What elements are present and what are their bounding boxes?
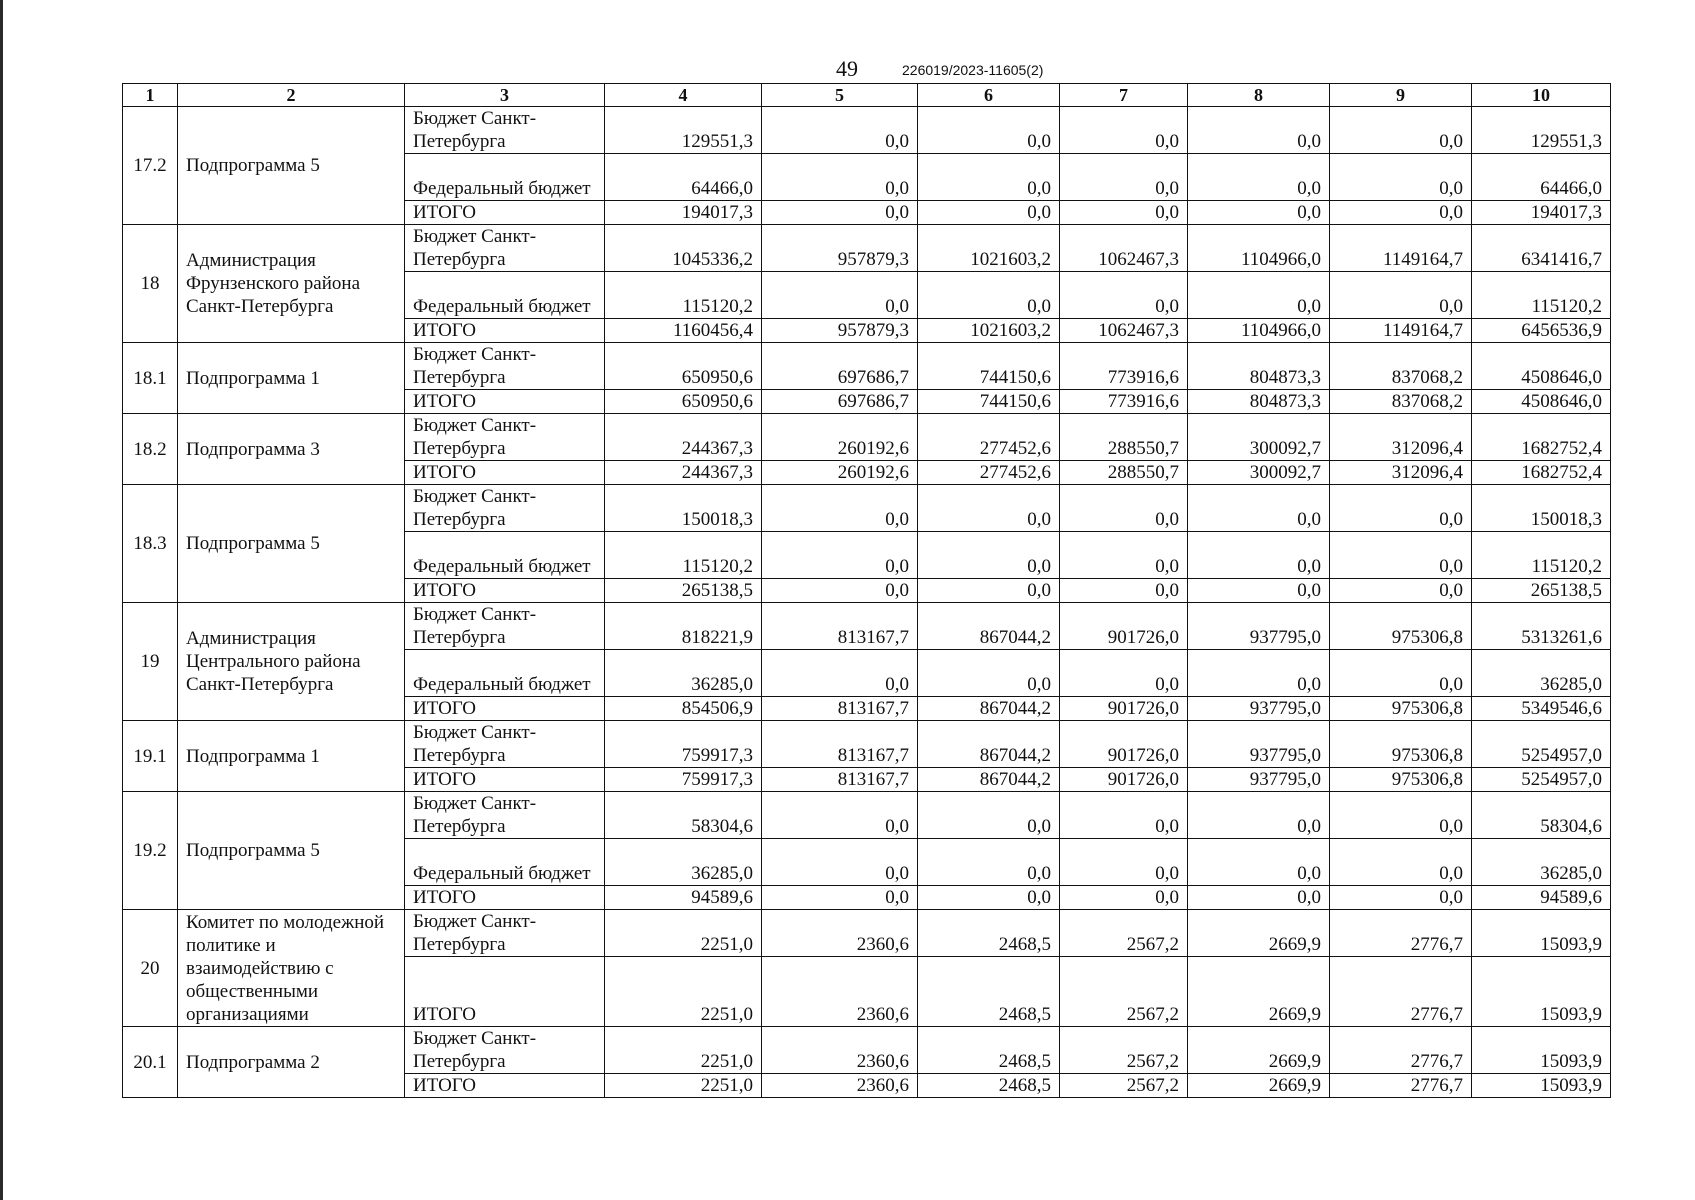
row-name: Комитет по молодежной политике и взаимодействию с общественными организациями	[178, 910, 405, 1027]
table-row	[123, 414, 1611, 461]
amount-cell: 0,0	[1330, 886, 1472, 910]
amount-cell: 265138,5	[605, 579, 762, 603]
amount-cell: 277452,6	[918, 461, 1060, 485]
amount-cell: 804873,3	[1188, 390, 1330, 414]
amount-cell: 1021603,2	[918, 225, 1060, 272]
funding-source-label: Бюджет Санкт-Петербурга	[405, 1027, 605, 1074]
amount-cell: 759917,3	[605, 721, 762, 768]
amount-cell: 0,0	[1330, 272, 1472, 319]
row-name: Подпрограмма 2	[178, 1027, 405, 1098]
row-code: 17.2	[123, 107, 178, 225]
amount-cell: 0,0	[1330, 650, 1472, 697]
amount-cell: 975306,8	[1330, 768, 1472, 792]
amount-cell: 0,0	[1060, 485, 1188, 532]
amount-cell: 1045336,2	[605, 225, 762, 272]
amount-cell: 2468,5	[918, 957, 1060, 1027]
amount-cell: 854506,9	[605, 697, 762, 721]
page-number: 49	[836, 56, 858, 81]
amount-cell: 773916,6	[1060, 390, 1188, 414]
funding-source-label: ИТОГО	[405, 697, 605, 721]
amount-cell: 129551,3	[1472, 107, 1611, 154]
amount-cell: 0,0	[762, 485, 918, 532]
amount-cell: 975306,8	[1330, 603, 1472, 650]
funding-source-label: ИТОГО	[405, 886, 605, 910]
amount-cell: 0,0	[1188, 839, 1330, 886]
amount-cell: 650950,6	[605, 343, 762, 390]
amount-cell: 867044,2	[918, 603, 1060, 650]
amount-cell: 2669,9	[1188, 957, 1330, 1027]
amount-cell: 277452,6	[918, 414, 1060, 461]
amount-cell: 1149164,7	[1330, 225, 1472, 272]
amount-cell: 0,0	[918, 485, 1060, 532]
table-row	[123, 107, 1611, 154]
amount-cell: 937795,0	[1188, 768, 1330, 792]
amount-cell: 5313261,6	[1472, 603, 1611, 650]
amount-cell: 0,0	[1060, 201, 1188, 225]
amount-cell: 0,0	[762, 154, 918, 201]
amount-cell: 194017,3	[605, 201, 762, 225]
amount-cell: 150018,3	[1472, 485, 1611, 532]
amount-cell: 901726,0	[1060, 768, 1188, 792]
amount-cell: 4508646,0	[1472, 343, 1611, 390]
row-name: Подпрограмма 5	[178, 107, 405, 225]
amount-cell: 0,0	[1188, 201, 1330, 225]
amount-cell: 2567,2	[1060, 1074, 1188, 1098]
row-code: 19.1	[123, 721, 178, 792]
amount-cell: 150018,3	[605, 485, 762, 532]
amount-cell: 975306,8	[1330, 721, 1472, 768]
amount-cell: 0,0	[1188, 272, 1330, 319]
amount-cell: 0,0	[1060, 154, 1188, 201]
table-row	[123, 603, 1611, 650]
row-code: 18.1	[123, 343, 178, 414]
funding-source-label: Федеральный бюджет	[405, 532, 605, 579]
row-name: Подпрограмма 3	[178, 414, 405, 485]
column-header: 5	[762, 84, 918, 107]
amount-cell: 937795,0	[1188, 603, 1330, 650]
amount-cell: 260192,6	[762, 461, 918, 485]
amount-cell: 0,0	[762, 839, 918, 886]
amount-cell: 300092,7	[1188, 414, 1330, 461]
amount-cell: 5349546,6	[1472, 697, 1611, 721]
amount-cell: 0,0	[918, 650, 1060, 697]
document-id: 226019/2023-11605(2)	[902, 62, 1044, 78]
amount-cell: 0,0	[1060, 272, 1188, 319]
amount-cell: 312096,4	[1330, 461, 1472, 485]
amount-cell: 0,0	[1330, 201, 1472, 225]
amount-cell: 115120,2	[1472, 532, 1611, 579]
amount-cell: 0,0	[1188, 579, 1330, 603]
amount-cell: 901726,0	[1060, 697, 1188, 721]
amount-cell: 94589,6	[1472, 886, 1611, 910]
amount-cell: 759917,3	[605, 768, 762, 792]
amount-cell: 975306,8	[1330, 697, 1472, 721]
amount-cell: 0,0	[1060, 579, 1188, 603]
amount-cell: 2567,2	[1060, 910, 1188, 957]
table-row	[123, 721, 1611, 768]
row-code: 19	[123, 603, 178, 721]
amount-cell: 0,0	[918, 154, 1060, 201]
funding-source-label: ИТОГО	[405, 390, 605, 414]
amount-cell: 0,0	[1060, 532, 1188, 579]
amount-cell: 813167,7	[762, 721, 918, 768]
amount-cell: 0,0	[762, 579, 918, 603]
amount-cell: 818221,9	[605, 603, 762, 650]
amount-cell: 0,0	[1330, 154, 1472, 201]
amount-cell: 813167,7	[762, 768, 918, 792]
amount-cell: 697686,7	[762, 343, 918, 390]
amount-cell: 837068,2	[1330, 390, 1472, 414]
amount-cell: 0,0	[918, 792, 1060, 839]
amount-cell: 0,0	[1060, 886, 1188, 910]
amount-cell: 0,0	[762, 886, 918, 910]
amount-cell: 937795,0	[1188, 697, 1330, 721]
amount-cell: 2360,6	[762, 957, 918, 1027]
funding-source-label: Бюджет Санкт-Петербурга	[405, 603, 605, 650]
amount-cell: 0,0	[762, 650, 918, 697]
funding-source-label: Федеральный бюджет	[405, 839, 605, 886]
amount-cell: 1682752,4	[1472, 414, 1611, 461]
row-name: Подпрограмма 1	[178, 343, 405, 414]
amount-cell: 1021603,2	[918, 319, 1060, 343]
amount-cell: 0,0	[762, 792, 918, 839]
funding-source-label: ИТОГО	[405, 201, 605, 225]
row-name: Администрация Фрунзенского района Санкт-Петербурга	[178, 225, 405, 343]
amount-cell: 0,0	[762, 201, 918, 225]
table-row	[123, 343, 1611, 390]
budget-table	[122, 83, 1611, 1098]
funding-source-label: ИТОГО	[405, 957, 605, 1027]
amount-cell: 0,0	[918, 532, 1060, 579]
amount-cell: 58304,6	[605, 792, 762, 839]
row-code: 20	[123, 910, 178, 1027]
amount-cell: 58304,6	[1472, 792, 1611, 839]
amount-cell: 957879,3	[762, 225, 918, 272]
amount-cell: 312096,4	[1330, 414, 1472, 461]
funding-source-label: Федеральный бюджет	[405, 154, 605, 201]
amount-cell: 0,0	[1060, 839, 1188, 886]
amount-cell: 288550,7	[1060, 414, 1188, 461]
amount-cell: 2669,9	[1188, 1074, 1330, 1098]
amount-cell: 2776,7	[1330, 910, 1472, 957]
amount-cell: 2360,6	[762, 1027, 918, 1074]
amount-cell: 744150,6	[918, 343, 1060, 390]
amount-cell: 650950,6	[605, 390, 762, 414]
amount-cell: 0,0	[1060, 792, 1188, 839]
amount-cell: 2776,7	[1330, 1027, 1472, 1074]
amount-cell: 0,0	[918, 839, 1060, 886]
amount-cell: 0,0	[1330, 579, 1472, 603]
amount-cell: 36285,0	[605, 650, 762, 697]
row-code: 18.3	[123, 485, 178, 603]
amount-cell: 1149164,7	[1330, 319, 1472, 343]
amount-cell: 2251,0	[605, 1027, 762, 1074]
funding-source-label: Бюджет Санкт-Петербурга	[405, 792, 605, 839]
amount-cell: 867044,2	[918, 721, 1060, 768]
column-header: 3	[405, 84, 605, 107]
amount-cell: 36285,0	[605, 839, 762, 886]
amount-cell: 0,0	[1330, 839, 1472, 886]
amount-cell: 0,0	[1330, 532, 1472, 579]
column-header: 4	[605, 84, 762, 107]
amount-cell: 0,0	[918, 579, 1060, 603]
column-header-row	[123, 84, 1611, 107]
funding-source-label: Федеральный бюджет	[405, 650, 605, 697]
amount-cell: 115120,2	[605, 532, 762, 579]
column-header: 8	[1188, 84, 1330, 107]
amount-cell: 804873,3	[1188, 343, 1330, 390]
amount-cell: 0,0	[1188, 107, 1330, 154]
funding-source-label: ИТОГО	[405, 579, 605, 603]
amount-cell: 15093,9	[1472, 1074, 1611, 1098]
amount-cell: 1160456,4	[605, 319, 762, 343]
amount-cell: 260192,6	[762, 414, 918, 461]
amount-cell: 64466,0	[1472, 154, 1611, 201]
row-code: 20.1	[123, 1027, 178, 1098]
amount-cell: 15093,9	[1472, 910, 1611, 957]
amount-cell: 300092,7	[1188, 461, 1330, 485]
amount-cell: 2776,7	[1330, 957, 1472, 1027]
amount-cell: 1104966,0	[1188, 319, 1330, 343]
amount-cell: 129551,3	[605, 107, 762, 154]
amount-cell: 244367,3	[605, 414, 762, 461]
amount-cell: 2567,2	[1060, 957, 1188, 1027]
amount-cell: 0,0	[1330, 107, 1472, 154]
scan-edge	[0, 0, 3, 1200]
table-row	[123, 225, 1611, 272]
amount-cell: 115120,2	[1472, 272, 1611, 319]
amount-cell: 697686,7	[762, 390, 918, 414]
amount-cell: 901726,0	[1060, 721, 1188, 768]
amount-cell: 0,0	[918, 886, 1060, 910]
amount-cell: 0,0	[1060, 650, 1188, 697]
row-name: Подпрограмма 5	[178, 485, 405, 603]
amount-cell: 2251,0	[605, 1074, 762, 1098]
amount-cell: 265138,5	[1472, 579, 1611, 603]
amount-cell: 2251,0	[605, 910, 762, 957]
amount-cell: 194017,3	[1472, 201, 1611, 225]
amount-cell: 0,0	[1330, 792, 1472, 839]
row-name: Подпрограмма 5	[178, 792, 405, 910]
amount-cell: 0,0	[762, 107, 918, 154]
column-header: 7	[1060, 84, 1188, 107]
amount-cell: 867044,2	[918, 697, 1060, 721]
column-header: 1	[123, 84, 178, 107]
funding-source-label: Бюджет Санкт-Петербурга	[405, 343, 605, 390]
funding-source-label: Федеральный бюджет	[405, 272, 605, 319]
amount-cell: 0,0	[1188, 154, 1330, 201]
amount-cell: 2776,7	[1330, 1074, 1472, 1098]
amount-cell: 4508646,0	[1472, 390, 1611, 414]
amount-cell: 0,0	[1330, 485, 1472, 532]
funding-source-label: Бюджет Санкт-Петербурга	[405, 414, 605, 461]
funding-source-label: Бюджет Санкт-Петербурга	[405, 910, 605, 957]
row-name: Подпрограмма 1	[178, 721, 405, 792]
amount-cell: 867044,2	[918, 768, 1060, 792]
amount-cell: 813167,7	[762, 603, 918, 650]
funding-source-label: Бюджет Санкт-Петербурга	[405, 485, 605, 532]
page-header	[0, 56, 1695, 86]
amount-cell: 1062467,3	[1060, 319, 1188, 343]
column-header: 10	[1472, 84, 1611, 107]
amount-cell: 288550,7	[1060, 461, 1188, 485]
amount-cell: 5254957,0	[1472, 721, 1611, 768]
funding-source-label: ИТОГО	[405, 1074, 605, 1098]
amount-cell: 2468,5	[918, 910, 1060, 957]
amount-cell: 0,0	[918, 107, 1060, 154]
row-code: 18.2	[123, 414, 178, 485]
amount-cell: 0,0	[762, 532, 918, 579]
amount-cell: 2669,9	[1188, 1027, 1330, 1074]
budget-table-body	[123, 107, 1611, 1098]
row-code: 19.2	[123, 792, 178, 910]
amount-cell: 957879,3	[762, 319, 918, 343]
table-row	[123, 485, 1611, 532]
amount-cell: 2468,5	[918, 1027, 1060, 1074]
amount-cell: 2251,0	[605, 957, 762, 1027]
funding-source-label: Бюджет Санкт-Петербурга	[405, 107, 605, 154]
amount-cell: 1682752,4	[1472, 461, 1611, 485]
amount-cell: 6341416,7	[1472, 225, 1611, 272]
row-code: 18	[123, 225, 178, 343]
amount-cell: 0,0	[918, 272, 1060, 319]
amount-cell: 1062467,3	[1060, 225, 1188, 272]
amount-cell: 773916,6	[1060, 343, 1188, 390]
funding-source-label: Бюджет Санкт-Петербурга	[405, 225, 605, 272]
funding-source-label: ИТОГО	[405, 461, 605, 485]
amount-cell: 0,0	[762, 272, 918, 319]
amount-cell: 36285,0	[1472, 650, 1611, 697]
amount-cell: 1104966,0	[1188, 225, 1330, 272]
column-header: 6	[918, 84, 1060, 107]
amount-cell: 0,0	[1188, 886, 1330, 910]
amount-cell: 2468,5	[918, 1074, 1060, 1098]
amount-cell: 36285,0	[1472, 839, 1611, 886]
amount-cell: 0,0	[1188, 792, 1330, 839]
amount-cell: 0,0	[1188, 485, 1330, 532]
amount-cell: 744150,6	[918, 390, 1060, 414]
amount-cell: 2360,6	[762, 1074, 918, 1098]
amount-cell: 94589,6	[605, 886, 762, 910]
amount-cell: 2567,2	[1060, 1027, 1188, 1074]
amount-cell: 837068,2	[1330, 343, 1472, 390]
funding-source-label: ИТОГО	[405, 768, 605, 792]
table-row	[123, 1027, 1611, 1074]
column-header: 9	[1330, 84, 1472, 107]
amount-cell: 0,0	[1188, 650, 1330, 697]
row-name: Администрация Центрального района Санкт-Петербурга	[178, 603, 405, 721]
column-header: 2	[178, 84, 405, 107]
amount-cell: 15093,9	[1472, 957, 1611, 1027]
amount-cell: 2360,6	[762, 910, 918, 957]
amount-cell: 901726,0	[1060, 603, 1188, 650]
amount-cell: 0,0	[918, 201, 1060, 225]
amount-cell: 2669,9	[1188, 910, 1330, 957]
amount-cell: 115120,2	[605, 272, 762, 319]
amount-cell: 937795,0	[1188, 721, 1330, 768]
table-row	[123, 792, 1611, 839]
amount-cell: 0,0	[1060, 107, 1188, 154]
funding-source-label: Бюджет Санкт-Петербурга	[405, 721, 605, 768]
funding-source-label: ИТОГО	[405, 319, 605, 343]
table-row	[123, 910, 1611, 957]
amount-cell: 15093,9	[1472, 1027, 1611, 1074]
amount-cell: 64466,0	[605, 154, 762, 201]
amount-cell: 813167,7	[762, 697, 918, 721]
amount-cell: 244367,3	[605, 461, 762, 485]
amount-cell: 5254957,0	[1472, 768, 1611, 792]
amount-cell: 0,0	[1188, 532, 1330, 579]
amount-cell: 6456536,9	[1472, 319, 1611, 343]
